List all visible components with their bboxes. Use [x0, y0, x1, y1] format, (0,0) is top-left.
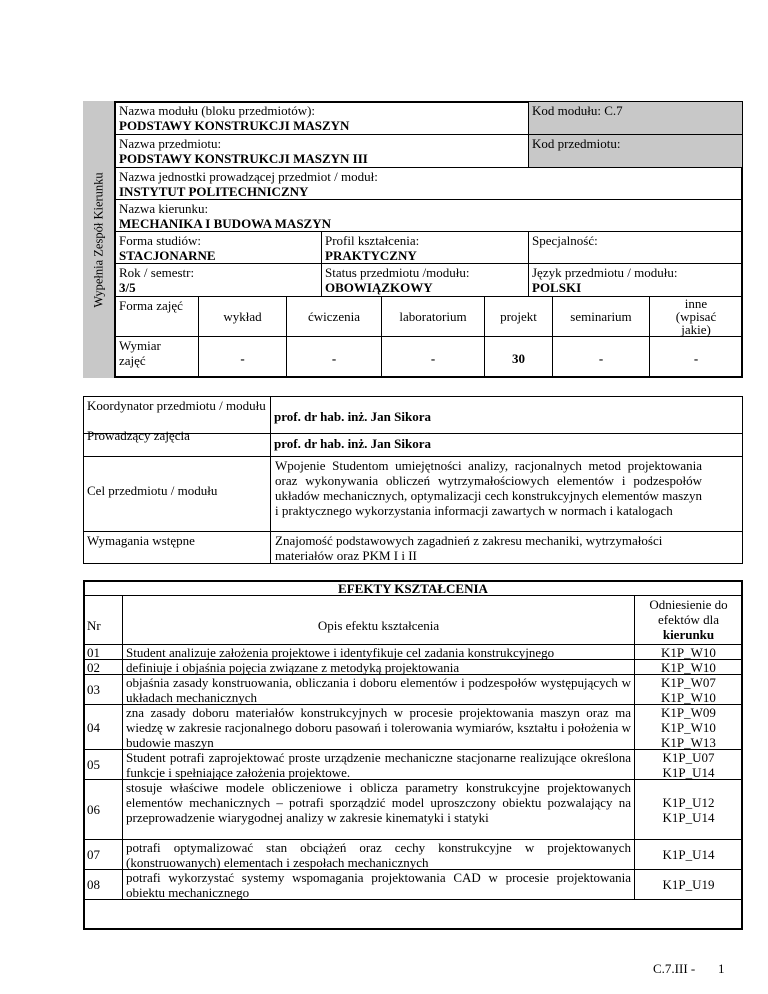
- classes-label-cell: [115, 296, 199, 337]
- effect-nr: 07: [87, 847, 100, 862]
- effect-nr: 04: [87, 719, 100, 735]
- effect-desc: definiuje i objaśnia pojęcia związane z metodyką projektowania: [126, 660, 460, 675]
- subject-name-label: Nazwa przedmiotu:: [119, 136, 222, 151]
- module-name: PODSTAWY KONSTRUKCJI MASZYN: [119, 118, 350, 133]
- hours-value: 30: [512, 351, 525, 366]
- module-code-cell: [528, 101, 743, 135]
- class-type-label: inne (wpisać jakie): [675, 296, 717, 337]
- effect-nr-cell: [83, 704, 123, 750]
- effect-ref: K1P_U07: [662, 749, 715, 765]
- effect-ref: K1P_W10: [661, 719, 716, 735]
- ref-header-cell: [634, 595, 743, 645]
- field-label: Nazwa kierunku:: [119, 201, 209, 216]
- effect-desc-cell: [122, 644, 635, 660]
- effect-ref: K1P_U14: [662, 809, 715, 825]
- effect-nr: 01: [87, 644, 100, 660]
- class-type-label: wykład: [223, 309, 262, 324]
- language: POLSKI: [532, 280, 582, 295]
- hours-cell: [484, 336, 553, 378]
- coordinator-cell: [270, 396, 743, 434]
- subject-name-cell: [115, 134, 529, 168]
- effect-nr: 06: [87, 802, 100, 817]
- effect-nr-cell: [83, 674, 123, 705]
- unit-cell: [115, 167, 743, 200]
- effect-nr: 08: [87, 877, 100, 892]
- effect-nr-cell: [83, 659, 123, 675]
- year: 3/5: [119, 280, 136, 295]
- effect-nr-cell: [83, 749, 123, 780]
- profile: PRAKTYCZNY: [325, 248, 417, 263]
- language-cell: [528, 263, 743, 297]
- page-number: 1: [718, 961, 725, 976]
- effect-desc-cell: [122, 779, 635, 840]
- year-cell: [115, 263, 322, 297]
- unit-name: INSTYTUT POLITECHNICZNY: [119, 184, 309, 199]
- study-form: STACJONARNE: [119, 248, 216, 263]
- status-cell: [321, 263, 529, 297]
- effect-refs-cell: [634, 674, 743, 705]
- hours-value: -: [693, 351, 699, 366]
- effect-refs-cell: [634, 839, 743, 870]
- effect-nr: 03: [87, 682, 100, 697]
- effect-refs-cell: [634, 869, 743, 900]
- effect-ref: K1P_U12: [662, 794, 715, 810]
- effect-desc: potrafi optymalizować stan obciążeń oraz cechy konstrukcyjne w projektowanych (konstruowanych) elementach i zespołach mechanicznych: [126, 840, 631, 870]
- prereq: Znajomość podstawowych zagadnień z zakresu mechaniki, wytrzymałości materiałów oraz PKM I i II: [275, 533, 663, 563]
- ref-header: Odniesienie do efektów dla: [649, 597, 728, 627]
- class-type-cell: [484, 296, 553, 337]
- effect-desc: potrafi wykorzystać systemy wspomagania projektowania CAD w procesie projektowania obiektu mechanicznego: [126, 870, 631, 900]
- specialty-label: Specjalność:: [532, 233, 598, 248]
- desc-header-cell: [122, 595, 635, 645]
- effect-refs-cell: [634, 704, 743, 750]
- profile-label: Profil kształcenia:: [325, 233, 420, 248]
- study-form-cell: [115, 231, 322, 264]
- module-code: Kod modułu: C.7: [532, 103, 623, 118]
- goal-label: Cel przedmiotu / modułu: [87, 483, 218, 498]
- effect-nr: 05: [87, 757, 100, 772]
- effect-desc-cell: [122, 839, 635, 870]
- effect-desc-cell: [122, 659, 635, 675]
- hours-value: -: [331, 351, 337, 366]
- effect-ref: K1P_W10: [661, 689, 716, 705]
- effect-ref: K1P_W10: [661, 659, 716, 675]
- effect-refs-cell: [634, 779, 743, 840]
- effect-nr-cell: [83, 644, 123, 660]
- effect-desc-cell: [122, 674, 635, 705]
- effect-desc: Student potrafi zaprojektować proste urządzenie mechaniczne stacjonarne realizujące określona funkcje i spełniające założenia projektowe.: [126, 750, 631, 780]
- instructor-label: Prowadzący zajęcia: [87, 428, 190, 443]
- class-type-label: ćwiczenia: [308, 309, 360, 324]
- effect-nr-cell: [83, 869, 123, 900]
- hours-cell: [286, 336, 382, 378]
- year-label: Rok / semestr:: [119, 265, 195, 280]
- effect-ref: K1P_W13: [661, 734, 716, 750]
- field-name: MECHANIKA I BUDOWA MASZYN: [119, 216, 331, 231]
- effect-desc-cell: [122, 869, 635, 900]
- prereq-cell: [270, 531, 743, 564]
- page-footer: C.7.III -: [653, 961, 696, 976]
- effect-desc: zna zasady doboru materiałów konstrukcyjnych w procesie projektowania maszyn oraz ma wiedzę w zakresie racjonalnego doboru pasowań i tolerowania wymiarów, kształtu i położenia w budowie maszyn: [126, 705, 631, 750]
- effect-desc: Student analizuje założenia projektowe i identyfikuje cel zadania konstrukcyjnego: [126, 645, 555, 660]
- class-type-label: laboratorium: [399, 309, 467, 324]
- effect-ref: K1P_W09: [661, 704, 716, 720]
- effects-title: EFEKTY KSZTAŁCENIA: [338, 581, 488, 596]
- class-type-cell: [649, 296, 743, 337]
- effect-desc-cell: [122, 704, 635, 750]
- effect-refs-cell: [634, 749, 743, 780]
- effect-ref: K1P_U14: [662, 764, 715, 780]
- effect-refs-cell: [634, 659, 743, 675]
- module-name-label: Nazwa modułu (bloku przedmiotów):: [119, 103, 316, 118]
- language-label: Język przedmiotu / modułu:: [532, 265, 678, 280]
- unit-label: Nazwa jednostki prowadzącej przedmiot / moduł:: [119, 169, 378, 184]
- instructor: prof. dr hab. inż. Jan Sikora: [274, 436, 432, 451]
- goal-cell: [270, 456, 743, 532]
- profile-cell: [321, 231, 529, 264]
- effect-nr-cell: [83, 779, 123, 840]
- goal: Wpojenie Studentom umiejętności analizy, racjonalnych metod projektowania oraz wykonywania obliczeń wytrzymałościowych elementów i podzespołów układów mechanicznych, optymalizacji cech konstrukcyjnych elementów maszyn i praktycznego wykorzystania informacji zawartych w normach i katalogach: [275, 458, 702, 518]
- class-type-cell: [286, 296, 382, 337]
- hours-value: -: [430, 351, 436, 366]
- effect-desc: stosuje właściwe modele obliczeniowe i oblicza parametry konstrukcyjne projektowanych elementów mechanicznych – potrafi sporządzić model uproszczony obiektu pozwalający na przeprowadzenie wiarygodnej analizy w zakresie kinematyki i statyki: [126, 780, 631, 825]
- desc-header: Opis efektu kształcenia: [317, 618, 440, 633]
- subject-name: PODSTAWY KONSTRUKCJI MASZYN III: [119, 151, 368, 166]
- effect-nr-cell: [83, 839, 123, 870]
- study-form-label: Forma studiów:: [119, 233, 201, 248]
- hours-value: -: [240, 351, 245, 366]
- class-type-label: seminarium: [570, 309, 632, 324]
- sidebar-label-cell: [83, 101, 115, 378]
- effects-title-cell: [83, 580, 743, 596]
- effect-ref: K1P_W10: [661, 644, 716, 660]
- instructor-cell: [270, 433, 743, 457]
- nr-header-cell: [83, 595, 123, 645]
- class-type-cell: [552, 296, 650, 337]
- class-type-cell: [198, 296, 287, 337]
- hours-cell: [381, 336, 485, 378]
- coordinator-label: Koordynator przedmiotu / modułu: [87, 398, 266, 413]
- effect-ref: K1P_W07: [661, 674, 716, 690]
- status: OBOWIĄZKOWY: [325, 280, 433, 295]
- hours-cell: [198, 336, 287, 378]
- subject-code-label: Kod przedmiotu:: [532, 136, 621, 151]
- nr-header: Nr: [87, 618, 101, 633]
- classes-label: Forma zajęć: [119, 298, 183, 313]
- goal-label-cell: [83, 456, 271, 532]
- prereq-label-cell: [83, 531, 271, 564]
- hours-label: Wymiar zajęć: [119, 338, 161, 368]
- ref-header-bold: kierunku: [662, 627, 715, 642]
- effect-refs-cell: [634, 644, 743, 660]
- prereq-label: Wymagania wstępne: [87, 533, 195, 548]
- effect-desc: objaśnia zasady konstruowania, obliczania i doboru elementów i podzespołów występujących w układach mechanicznych: [126, 675, 631, 705]
- effect-ref: K1P_U14: [662, 847, 715, 862]
- sidebar-label: Wypełnia Zespół Kierunku: [91, 171, 105, 308]
- field-cell: [115, 199, 743, 232]
- subject-code-cell: [528, 134, 743, 168]
- instructor-label-cell: [83, 427, 271, 457]
- effect-nr: 02: [87, 659, 100, 675]
- effect-ref: K1P_U19: [662, 877, 715, 892]
- hours-cell: [649, 336, 743, 378]
- hours-value: -: [598, 351, 604, 366]
- effect-desc-cell: [122, 749, 635, 780]
- specialty-cell: [528, 231, 743, 264]
- class-type-label: projekt: [500, 309, 537, 324]
- status-label: Status przedmiotu /modułu:: [325, 265, 470, 280]
- coordinator: prof. dr hab. inż. Jan Sikora: [274, 409, 432, 424]
- module-name-cell: [115, 101, 529, 135]
- class-type-cell: [381, 296, 485, 337]
- hours-cell: [552, 336, 650, 378]
- hours-label-cell: [115, 336, 199, 378]
